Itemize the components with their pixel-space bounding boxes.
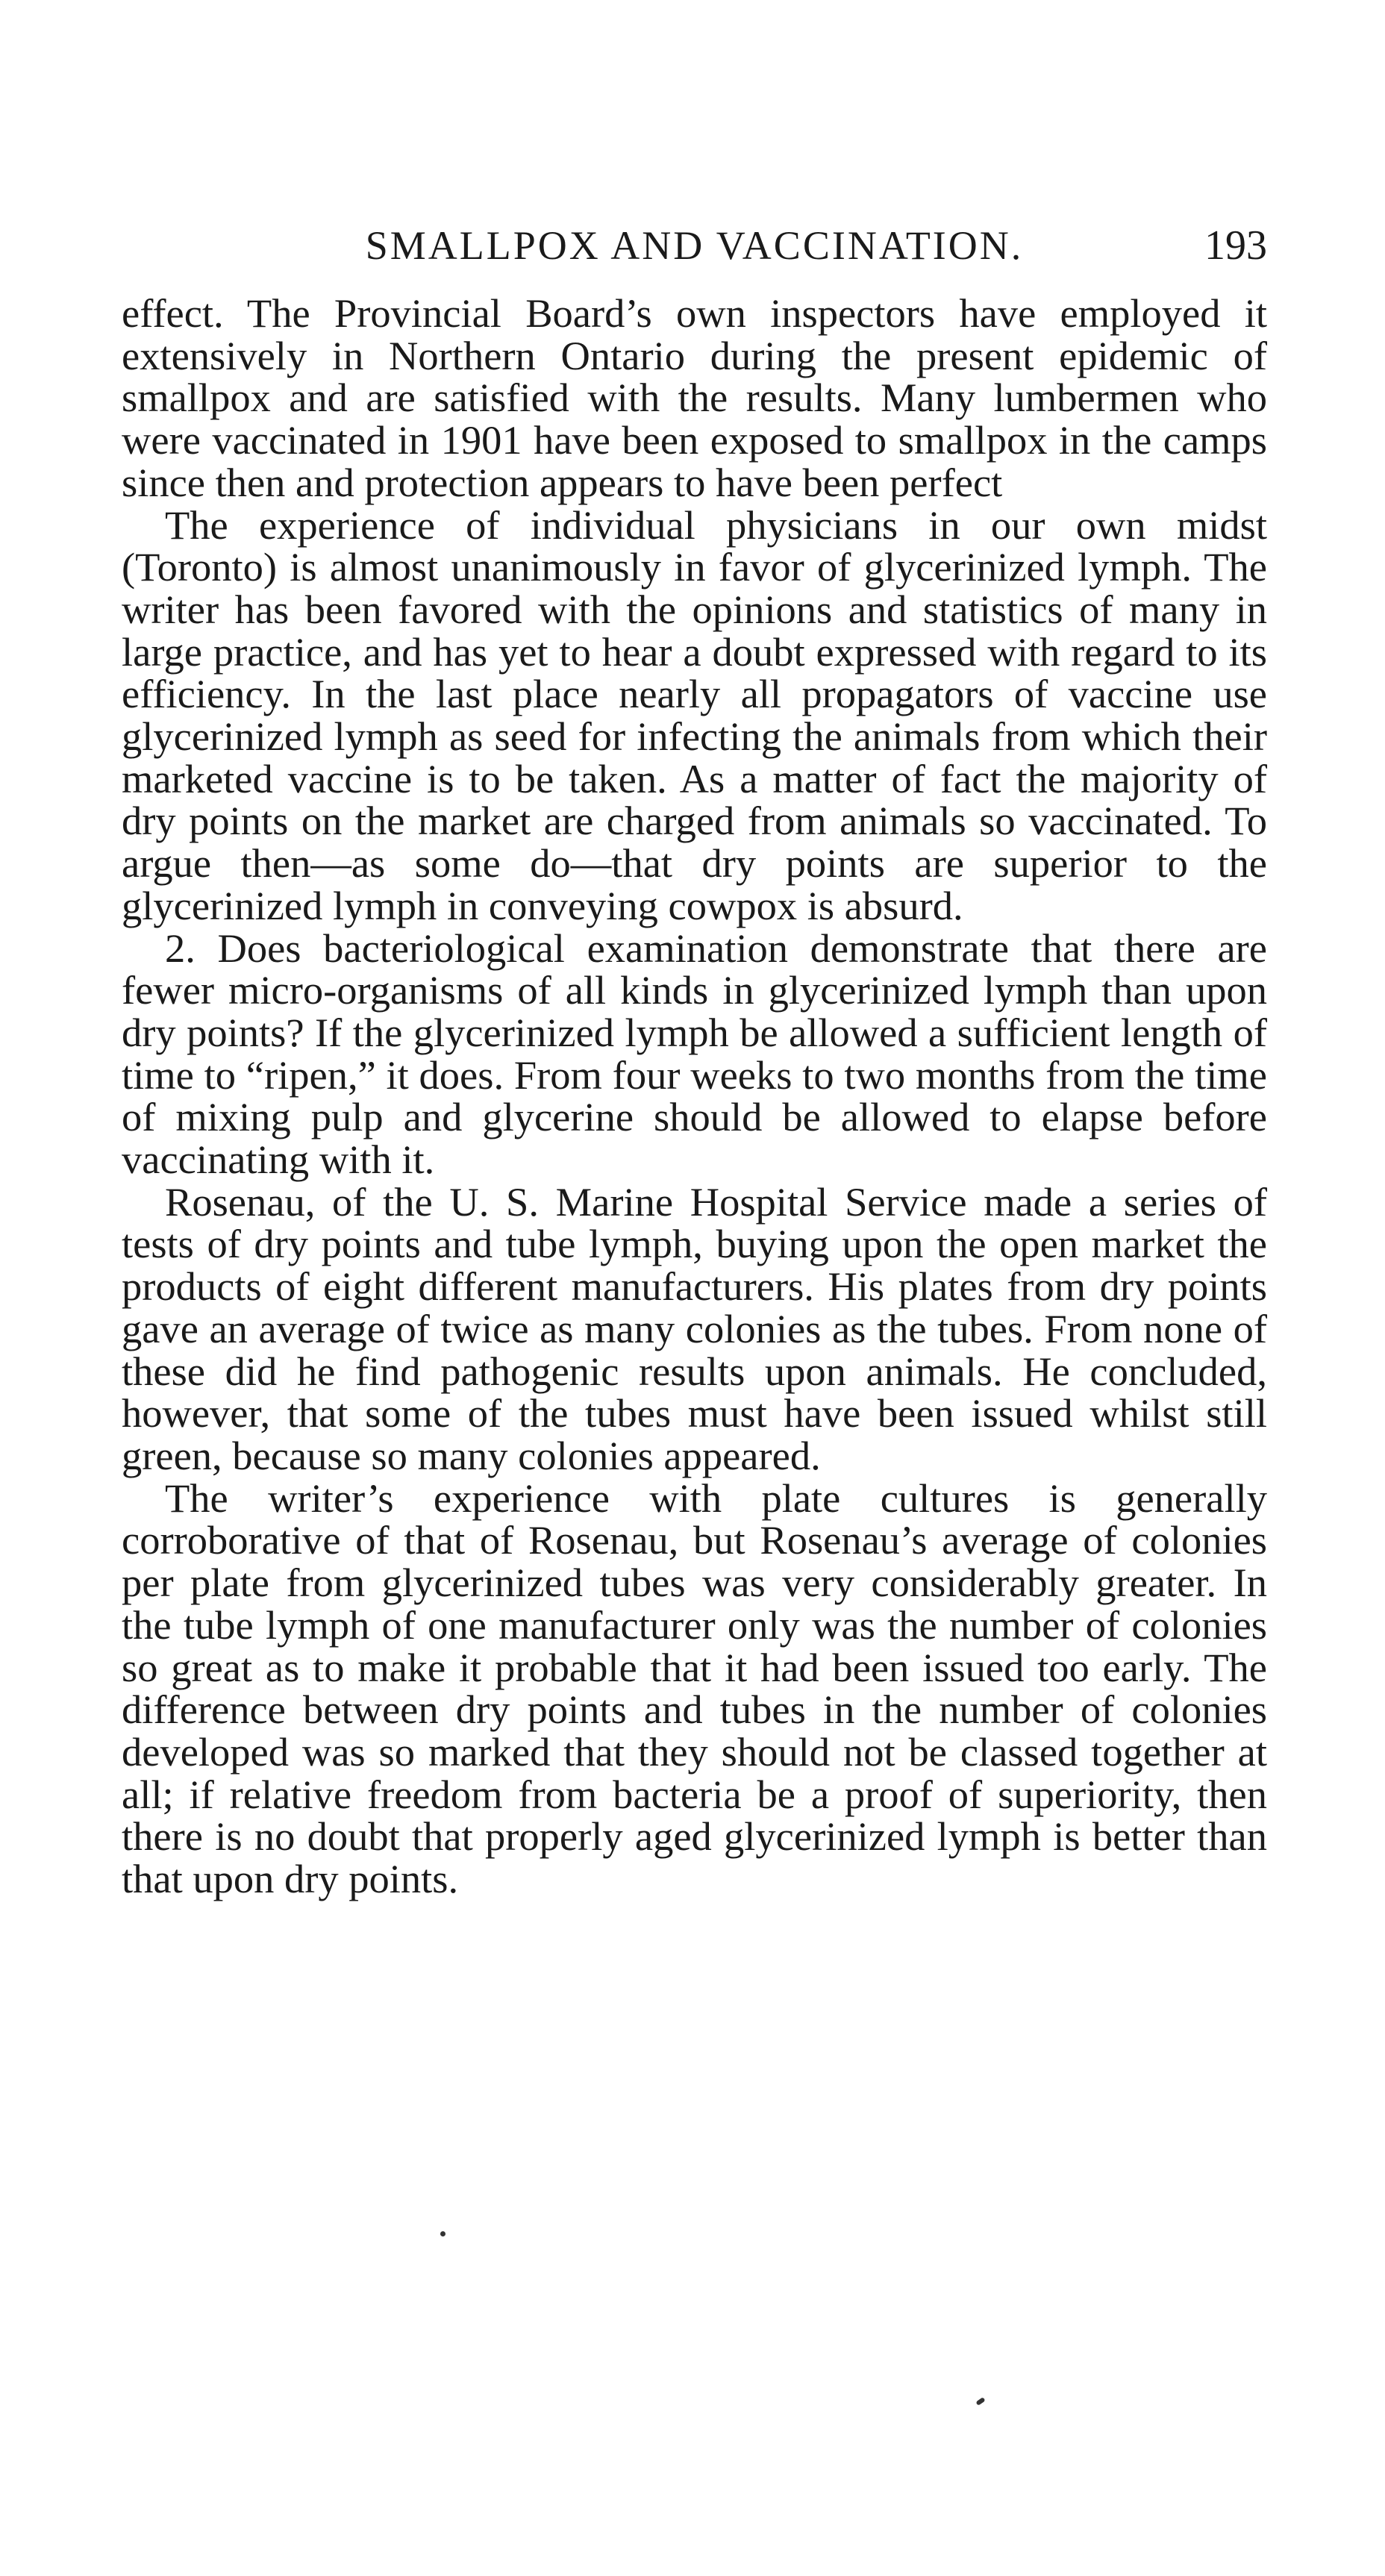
print-speck	[440, 2231, 445, 2236]
paragraph-writer-experience: The writer’s experience with plate cultures is generally corroborative of that of Rosenau, but Rosenau’s average of colonies per plate from glycerinized tubes was very considerably greater. In the tube lymph of one manufacturer only was the number of colonies so great as to make it probable that it had been issued too early. The difference between dry points and tubes in the number of colonies developed was so marked that they should not be classed together at all; if relative freedom from bacteria be a proof of superiority, then there is no doubt that properly aged glycerinized lymph is better than that upon dry points.	[122, 1475, 1267, 1902]
body-text	[122, 290, 1267, 1902]
paragraph-continued: effect. The Provincial Board’s own inspectors have employed it extensively in Northern Ontario during the present epidemic of smallpox and are satisfied with the results. Many lumbermen who were vaccinated in 1901 have been exposed to smallpox in the camps since then and protection appears to have been perfect	[122, 290, 1267, 505]
paragraph-bacteriological-question: 2. Does bacteriological examination demonstrate that there are fewer micro-organisms of all kinds in glycerinized lymph than upon dry points? If the glycerinized lymph be allowed a sufficient length of time to “ripen,” it does. From four weeks to two months from the time of mixing pulp and glycerine should be allowed to elapse before vaccinating with it.	[122, 925, 1267, 1183]
print-speck	[975, 2397, 985, 2406]
paragraph-physicians-experience: The experience of individual physicians in our own midst (Toronto) is almost unanimously in favor of glycerinized lymph. The writer has been favored with the opinions and statistics of many in large practice, and has yet to hear a doubt expressed with regard to its efficiency. In the last place nearly all propagators of vaccine use glycerinized lymph as seed for infecting the animals from which their marketed vaccine is to be taken. As a matter of fact the majority of dry points on the market are charged from animals so vaccinated. To argue then—as some do—that dry points are superior to the glycerinized lymph in conveying cowpox is absurd.	[122, 501, 1267, 928]
paragraph-rosenau-tests: Rosenau, of the U. S. Marine Hospital Service made a series of tests of dry points and tube lymph, buying upon the open market the products of eight different manufacturers. His plates from dry points gave an average of twice as many colonies as the tubes. From none of these did he find pathogenic results upon animals. He concluded, however, that some of the tubes must have been issued whilst still green, because so many colonies appeared.	[122, 1178, 1267, 1478]
page-number: 193	[1204, 222, 1267, 269]
running-title: SMALLPOX AND VACCINATION.	[365, 223, 1024, 268]
running-head	[122, 212, 1267, 279]
